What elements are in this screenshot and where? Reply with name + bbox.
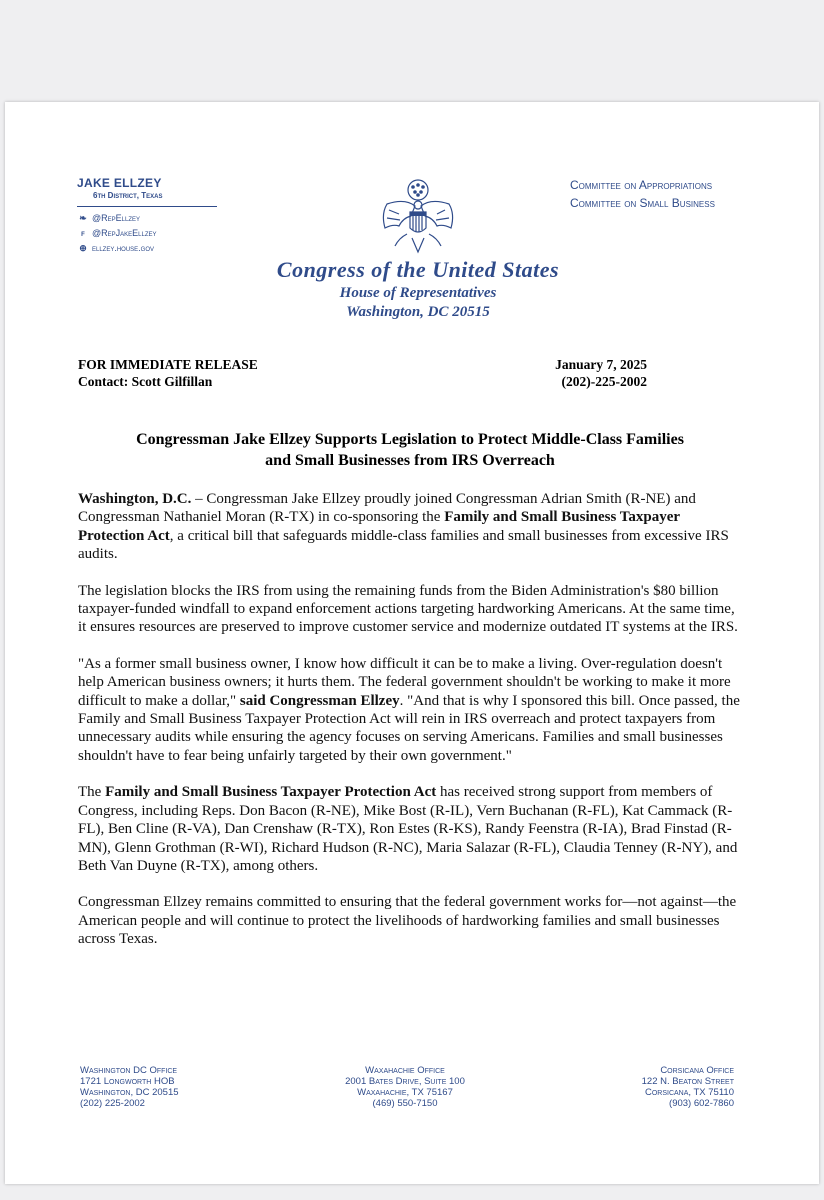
paragraph-2: The legislation blocks the IRS from using the remaining funds from the Biden Administration's $80 billion taxpayer-funded windfall to expand enforcement actions targeting hardworking Americans. At the same time, it ensures resources are preserved to improve customer service and modernize outdated IT systems at the IRS. <box>78 582 738 636</box>
eagle-seal-icon <box>375 176 461 258</box>
footer-dc-office <box>80 1065 179 1109</box>
headline <box>65 429 755 471</box>
twitter-handle: @RepEllzey <box>92 213 140 223</box>
letterhead-congress: Congress of the United States <box>276 257 560 282</box>
footer-corsicana-office <box>642 1065 734 1109</box>
release-date-block <box>555 356 647 390</box>
office-city: Corsicana, TX 75110 <box>644 1087 734 1098</box>
paragraph-4-text-a: The <box>78 784 106 801</box>
office-title: Corsicana Office <box>660 1065 734 1076</box>
office-city: Washington, DC 20515 <box>80 1087 179 1098</box>
facebook-handle: @RepJakeEllzey <box>92 228 157 238</box>
office-title: Waxahachie Office <box>365 1065 445 1076</box>
release-info <box>78 356 258 390</box>
release-phone: (202)-225-2002 <box>561 374 647 389</box>
office-phone: (903) 602-7860 <box>669 1098 734 1109</box>
headline-line-1: Congressman Jake Ellzey Supports Legislation to Protect Middle-Class Families <box>136 431 684 448</box>
letterhead-house: House of Representatives <box>339 285 497 301</box>
office-phone: (469) 550-7150 <box>372 1098 438 1109</box>
paragraph-4 <box>78 783 746 875</box>
release-contact: Contact: Scott Gilfillan <box>78 374 213 389</box>
website-url: ellzey.house.gov <box>92 243 155 253</box>
bill-name: Family and Small Business Taxpayer Protection Act <box>105 784 437 801</box>
office-street: 2001 Bates Drive, Suite 100 <box>345 1076 465 1087</box>
quote-text-b: . "And that is why I sponsored this bill. Once passed, the Family and Small Business Taxpayer Protection Act will rein in IRS overreach and protect taxpayers from unnecessary audits while ensuring the agency focuses on serving Americans. Families and small businesses shouldn't have to fear being unfairly targeted by their own government." <box>78 692 740 764</box>
member-district: 6th District, Texas <box>93 191 163 200</box>
facebook-icon: f <box>81 228 85 238</box>
letterhead-address: Washington, DC 20515 <box>346 304 490 320</box>
bill-name: Family and Small Business Taxpayer Protection Act <box>78 509 680 544</box>
office-phone: (202) 225-2002 <box>80 1098 145 1109</box>
paragraph-3 <box>78 655 746 765</box>
office-city: Waxahachie, TX 75167 <box>357 1087 453 1098</box>
release-date: January 7, 2025 <box>555 357 647 372</box>
committee-appropriations: Committee on Appropriations <box>570 178 713 192</box>
paragraph-4-text-b: has received strong support from members of Congress, including Reps. Don Bacon (R-NE), Mike Bost (R-IL), Vern Buchanan (R-FL), Kat Cammack (R-FL), Ben Cline (R-VA), Dan Crenshaw (R-TX), Ron Estes (R-KS), Randy Feenstra (R-IA), Brad Finstad (R-MN), Glenn Grothman (R-WI), Richard Hudson (R-NC), Maria Salazar (R-FL), Claudia Tenney (R-NY), and Beth Van Duyne (R-TX), among others. <box>78 784 738 874</box>
paragraph-5: Congressman Ellzey remains committed to ensuring that the federal government works for—not against—the American people and will continue to protect the livelihoods of hardworking families and small businesses across Texas. <box>78 894 737 948</box>
member-info <box>77 176 217 256</box>
social-links <box>77 211 217 256</box>
social-website[interactable] <box>77 241 217 256</box>
globe-icon: ⊕ <box>79 243 87 253</box>
twitter-icon: ❧ <box>79 213 87 223</box>
footer-waxahachie-office <box>305 1065 505 1109</box>
headline-line-2: and Small Businesses from IRS Overreach <box>265 452 555 469</box>
member-divider <box>77 206 217 207</box>
press-release-page <box>5 102 819 1184</box>
member-name: JAKE ELLZEY <box>77 176 162 190</box>
social-twitter[interactable] <box>77 211 217 226</box>
office-street: 1721 Longworth HOB <box>80 1076 175 1087</box>
quote-text-a: "As a former small business owner, I know how difficult it can be to make a living. Over-regulation doesn't help American business owners; it hurts them. The federal government shouldn't be working to make it more difficult to make a dollar," <box>78 655 731 709</box>
social-facebook[interactable] <box>77 226 217 241</box>
quote-attribution: said Congressman Ellzey <box>239 692 400 709</box>
office-street: 122 N. Beaton Street <box>641 1076 734 1087</box>
paragraph-1-text-a: – Congressman Jake Ellzey proudly joined Congressman Adrian Smith (R-NE) and Congressman Nathaniel Moran (R-TX) in co-sponsoring the <box>78 491 696 526</box>
release-body <box>78 490 746 967</box>
release-status: FOR IMMEDIATE RELEASE <box>78 357 258 372</box>
dateline: Washington, D.C. <box>78 491 192 507</box>
committee-small-business: Committee on Small Business <box>570 196 715 210</box>
paragraph-1-text-b: , a critical bill that safeguards middle-class families and small businesses from excessive IRS audits. <box>78 527 729 563</box>
letterhead <box>211 257 625 321</box>
committee-assignments <box>570 176 715 212</box>
office-title: Washington DC Office <box>80 1065 178 1076</box>
paragraph-1 <box>78 490 746 564</box>
